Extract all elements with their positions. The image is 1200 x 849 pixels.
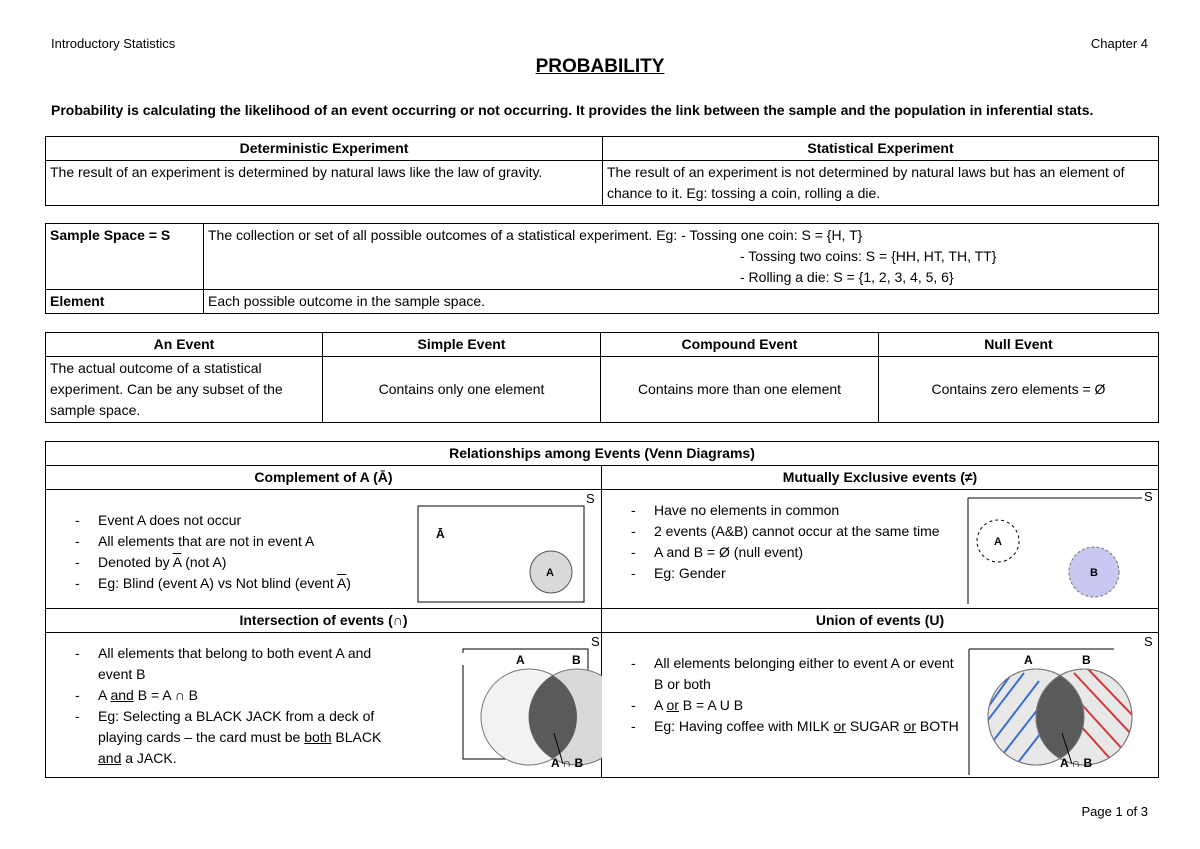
a-bar: $\overline{A}$ <box>172 554 182 570</box>
venn-table <box>45 441 1159 778</box>
ab-label: A ∩ B <box>551 756 584 770</box>
element-label: Element <box>46 290 204 314</box>
simple-event-desc: Contains only one element <box>323 357 601 423</box>
text: B = A ∩ B <box>133 687 198 703</box>
det-title: Deterministic Experiment <box>46 137 603 161</box>
null-event-desc: Contains zero elements = Ø <box>879 357 1159 423</box>
element-text: Each possible outcome in the sample space. <box>204 290 1159 314</box>
compound-event-desc: Contains more than one element <box>601 357 879 423</box>
text: A <box>98 687 111 703</box>
list-item <box>602 695 962 716</box>
list-item <box>46 685 406 706</box>
complement-title: Complement of A (Ā) <box>46 466 602 490</box>
list-item: - A and B = Ø (null event) <box>602 542 962 563</box>
list-item: - All elements that belong to both event A and event B <box>46 643 406 685</box>
mutual-venn-diagram <box>964 490 1159 610</box>
list-item <box>46 706 406 769</box>
sample-space-ex3: - Rolling a die: S = {1, 2, 3, 4, 5, 6} <box>740 269 954 285</box>
text: a JACK. <box>121 750 177 766</box>
complement-cell <box>46 490 602 609</box>
b-label: B <box>572 653 581 667</box>
list-item: - Eg: Gender <box>602 563 962 584</box>
text: (not A) <box>181 554 227 570</box>
simple-event-header: Simple Event <box>323 333 601 357</box>
label-mask <box>442 653 582 665</box>
list-item: - Have no elements in common <box>602 500 962 521</box>
union-cell <box>602 633 1159 778</box>
text: BLACK <box>331 729 382 745</box>
mutual-cell <box>602 490 1159 609</box>
intersection-title: Intersection of events (∩) <box>46 609 602 633</box>
list-item <box>602 716 962 737</box>
text: both <box>304 729 332 745</box>
page-title: PROBABILITY <box>535 56 665 77</box>
label-mask <box>1019 653 1139 665</box>
sample-space-label: Sample Space = S <box>46 224 204 290</box>
list-item: - All elements that are not in event A <box>46 531 406 552</box>
venn-title: Relationships among Events (Venn Diagrams) <box>46 442 1159 466</box>
intersection-list <box>46 643 406 769</box>
det-text: The result of an experiment is determined by natural laws like the law of gravity. <box>46 161 603 206</box>
list-item <box>46 573 406 594</box>
ab-label: A ∩ B <box>1060 756 1093 770</box>
a-bar-label: Ā <box>436 527 445 541</box>
intersection-venn-diagram <box>406 633 602 779</box>
complement-list <box>46 510 406 594</box>
text: or <box>903 718 916 734</box>
text: Denoted by <box>98 554 173 570</box>
sample-space-def <box>204 224 1159 290</box>
union-list <box>602 653 962 737</box>
events-table <box>45 332 1159 423</box>
event-header: An Event <box>46 333 323 357</box>
experiment-table <box>45 136 1159 206</box>
s-label: S <box>1144 634 1153 649</box>
union-venn-diagram <box>964 633 1159 779</box>
text: BOTH <box>915 718 959 734</box>
b-label: B <box>1090 567 1098 579</box>
s-label: S <box>586 491 595 506</box>
compound-event-header: Compound Event <box>601 333 879 357</box>
list-item: - 2 events (A&B) cannot occur at the same time <box>602 521 962 542</box>
intersection-cell <box>46 633 602 778</box>
text: ) <box>346 575 351 591</box>
stat-title: Statistical Experiment <box>603 137 1159 161</box>
text: Eg: Having coffee with MILK <box>654 718 834 734</box>
null-event-header: Null Event <box>879 333 1159 357</box>
complement-venn-diagram <box>406 490 602 610</box>
a-label: A <box>516 653 525 667</box>
text: A <box>654 697 667 713</box>
sample-space-ex2: - Tossing two coins: S = {HH, HT, TH, TT} <box>740 248 997 264</box>
sample-space-table <box>45 223 1159 314</box>
union-title: Union of events (U) <box>602 609 1159 633</box>
list-item <box>46 552 406 573</box>
text: and <box>110 687 134 703</box>
running-header-left: Introductory Statistics <box>51 36 176 51</box>
s-label: S <box>591 634 600 649</box>
page-number: Page 1 of 3 <box>1081 804 1148 819</box>
a-bar: $\overline{A}$ <box>336 575 347 591</box>
list-item: - Event A does not occur <box>46 510 406 531</box>
a-label: A <box>994 536 1002 548</box>
text: and <box>98 750 122 766</box>
s-label: S <box>1144 490 1153 504</box>
mutual-list <box>602 500 962 584</box>
list-item: - All elements belonging either to event A or event B or both <box>602 653 962 695</box>
a-label: A <box>1024 653 1033 667</box>
running-header-right: Chapter 4 <box>1090 36 1148 51</box>
event-desc: The actual outcome of a statistical experiment. Can be any subset of the sample space. <box>46 357 323 423</box>
text: or <box>666 697 679 713</box>
text: B = A U B <box>678 697 744 713</box>
text: Eg: Blind (event A) vs Not blind (event <box>98 575 337 591</box>
text: SUGAR <box>845 718 904 734</box>
intro-paragraph: Probability is calculating the likelihood of an event occurring or not occurring. It provides the link between the sample and the population in inferential stats. <box>51 102 1094 118</box>
mutual-title: Mutually Exclusive events (≠) <box>602 466 1159 490</box>
sample-space-text: The collection or set of all possible outcomes of a statistical experiment. Eg: - Tossing one coin: S = {H, T} <box>208 227 863 243</box>
b-label: B <box>1082 653 1091 667</box>
text: or <box>833 718 846 734</box>
text: Eg: Selecting a BLACK JACK from a deck of playing cards – the card must be <box>98 708 375 745</box>
stat-text: The result of an experiment is not determined by natural laws but has an element of chance to it. Eg: tossing a coin, rolling a die. <box>603 161 1159 206</box>
a-label: A <box>546 567 554 579</box>
